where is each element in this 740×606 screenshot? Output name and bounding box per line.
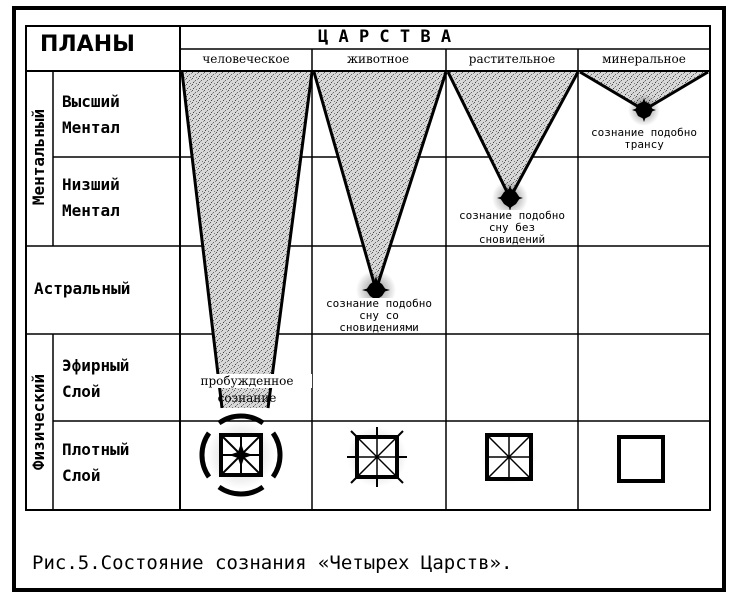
column-header-plant: растительное xyxy=(468,52,556,66)
row-etheric-line1: Эфирный xyxy=(62,356,130,375)
plant-state-line2: сну без xyxy=(448,222,576,233)
animal-state-line3: сновидениями xyxy=(314,322,444,333)
mineral-state-line2: трансу xyxy=(580,139,708,150)
mineral-state-line1: сознание подобно xyxy=(580,127,708,138)
human-state-line2: сознание xyxy=(217,391,277,405)
human-state-line1: пробужденное xyxy=(182,374,312,388)
kingdoms-header: Ц А Р С Т В А xyxy=(318,27,452,47)
plant-state-line3: сновидений xyxy=(448,234,576,245)
animal-state-line1: сознание подобно xyxy=(314,298,444,309)
row-lower-mental-line2: Ментал xyxy=(62,201,120,220)
row-dense-line1: Плотный xyxy=(62,440,130,459)
group-label-mental: Ментальный xyxy=(29,108,48,206)
human-cone xyxy=(182,72,312,408)
column-header-mineral: минеральное xyxy=(602,52,686,66)
square-cross-icon xyxy=(347,427,407,487)
square-icon xyxy=(619,437,663,481)
sun-wheel-icon xyxy=(202,416,280,494)
column-header-animal: животное xyxy=(347,52,409,66)
square-cross-icon xyxy=(481,429,537,485)
animal-state-line2: сну со xyxy=(314,310,444,321)
star-burst-icon xyxy=(628,94,660,126)
figure-caption: Рис.5.Состояние сознания «Четырех Царств». xyxy=(32,552,513,574)
column-header-human: человеческое xyxy=(202,52,290,66)
plant-cone xyxy=(448,72,578,198)
row-higher-mental-line2: Ментал xyxy=(62,118,120,137)
row-etheric-line2: Слой xyxy=(62,382,101,401)
row-higher-mental-line1: Высший xyxy=(62,92,120,111)
group-label-physical: Физический xyxy=(29,373,48,471)
row-astral: Астральный xyxy=(34,279,131,298)
row-dense-line2: Слой xyxy=(62,466,101,485)
plans-header: ПЛАНЫ xyxy=(40,32,135,57)
plant-state-line1: сознание подобно xyxy=(448,210,576,221)
animal-cone xyxy=(314,72,446,290)
row-lower-mental-line1: Низший xyxy=(62,175,120,194)
